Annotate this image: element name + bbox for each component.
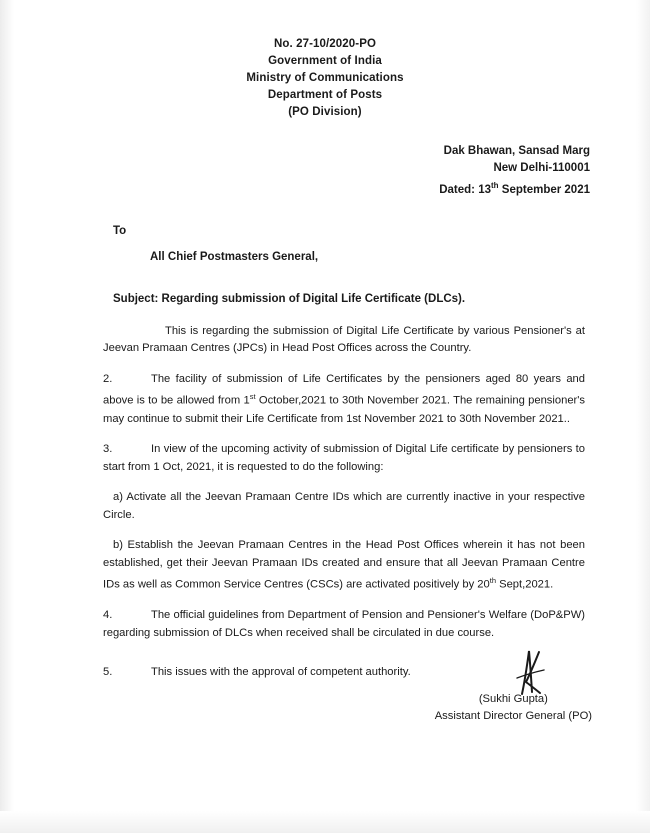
signature-block bbox=[435, 691, 592, 725]
paragraph-1-text: This is regarding the submission of Digital Life Certificate by various Pensioner's at Jeevan Pramaan Centres (JPCs) in Head Post Offices across the Country. bbox=[103, 324, 585, 355]
address-block bbox=[55, 143, 595, 199]
paragraph-4-text: The official guidelines from Department of Pension and Pensioner's Welfare (DoP&PW) regarding submission of DLCs when received shall be circulated in due course. bbox=[103, 609, 585, 639]
address-line-1: Dak Bhawan, Sansad Marg bbox=[443, 145, 590, 157]
ministry-name: Ministry of Communications bbox=[246, 72, 404, 84]
to-label: To bbox=[113, 224, 127, 237]
paragraph-2-ordinal-suffix: st bbox=[249, 392, 256, 402]
paragraph-3b bbox=[103, 537, 585, 594]
paragraph-3b-ordinal-suffix: th bbox=[489, 576, 496, 586]
government-name: Government of India bbox=[268, 55, 382, 67]
addressee: All Chief Postmasters General, bbox=[150, 250, 319, 263]
file-number: No. 27-10/2020-PO bbox=[273, 38, 377, 50]
paragraph-3b-text-b: Sept,2021. bbox=[496, 578, 554, 591]
paragraph-3a bbox=[103, 489, 585, 524]
paragraph-5-number: 5. bbox=[103, 666, 113, 679]
paragraph-2-number: 2. bbox=[103, 372, 113, 385]
department-name: Department of Posts bbox=[267, 89, 383, 101]
scan-edge-left bbox=[0, 0, 14, 833]
signatory-designation: Assistant Director General (PO) bbox=[434, 710, 592, 722]
paragraph-3a-text: a) Activate all the Jeevan Pramaan Centre IDs which are currently inactive in your respective Circle. bbox=[103, 491, 585, 521]
paragraph-1 bbox=[103, 323, 585, 358]
date-rest: September 2021 bbox=[498, 183, 590, 196]
signatory-name: (Sukhi Gupta) bbox=[478, 693, 548, 705]
paragraph-5-text: This issues with the approval of competent authority. bbox=[151, 666, 411, 679]
subject-line: Subject: Regarding submission of Digital Life Certificate (DLCs). bbox=[113, 292, 466, 305]
paragraph-2-text-b: October,2021 to 30th November 2021. The remaining pensioner's may continue to submit their Life Certificate from 1st November 2021 to 30th November 2021.. bbox=[103, 395, 585, 425]
letterhead bbox=[55, 36, 595, 121]
paragraph-3b-text-a: b) Establish the Jeevan Pramaan Centres in the Head Post Offices wherein it has not been established, get their Jeevan Pramaan IDs created and ensure that all Jeevan Pramaan Centre IDs as well as Common Service Centres (CSCs) are activated positively by 20 bbox=[103, 539, 585, 591]
paragraph-2 bbox=[103, 371, 585, 428]
document-body bbox=[103, 323, 585, 682]
division-name: (PO Division) bbox=[288, 106, 362, 118]
scan-edge-bottom bbox=[0, 811, 650, 833]
paragraph-4-number: 4. bbox=[103, 609, 113, 622]
paragraph-5 bbox=[103, 664, 585, 682]
paragraph-3-number: 3. bbox=[103, 443, 113, 456]
date-label: Dated: 13 bbox=[439, 183, 492, 196]
date-ordinal-suffix: th bbox=[491, 181, 499, 190]
scan-edge-right bbox=[636, 0, 650, 833]
paragraph-4 bbox=[103, 607, 585, 642]
paragraph-3-text: In view of the upcoming activity of submission of Digital Life certificate by pensioners to start from 1 Oct, 2021, it is requested to do the following: bbox=[103, 443, 585, 473]
paragraph-3 bbox=[103, 441, 585, 476]
paragraph-2-text-a: The facility of submission of Life Certificates by the pensioners aged 80 years and above is to be allowed from 1 bbox=[103, 372, 585, 408]
document-date bbox=[55, 177, 590, 199]
address-line-2: New Delhi-110001 bbox=[493, 162, 590, 174]
